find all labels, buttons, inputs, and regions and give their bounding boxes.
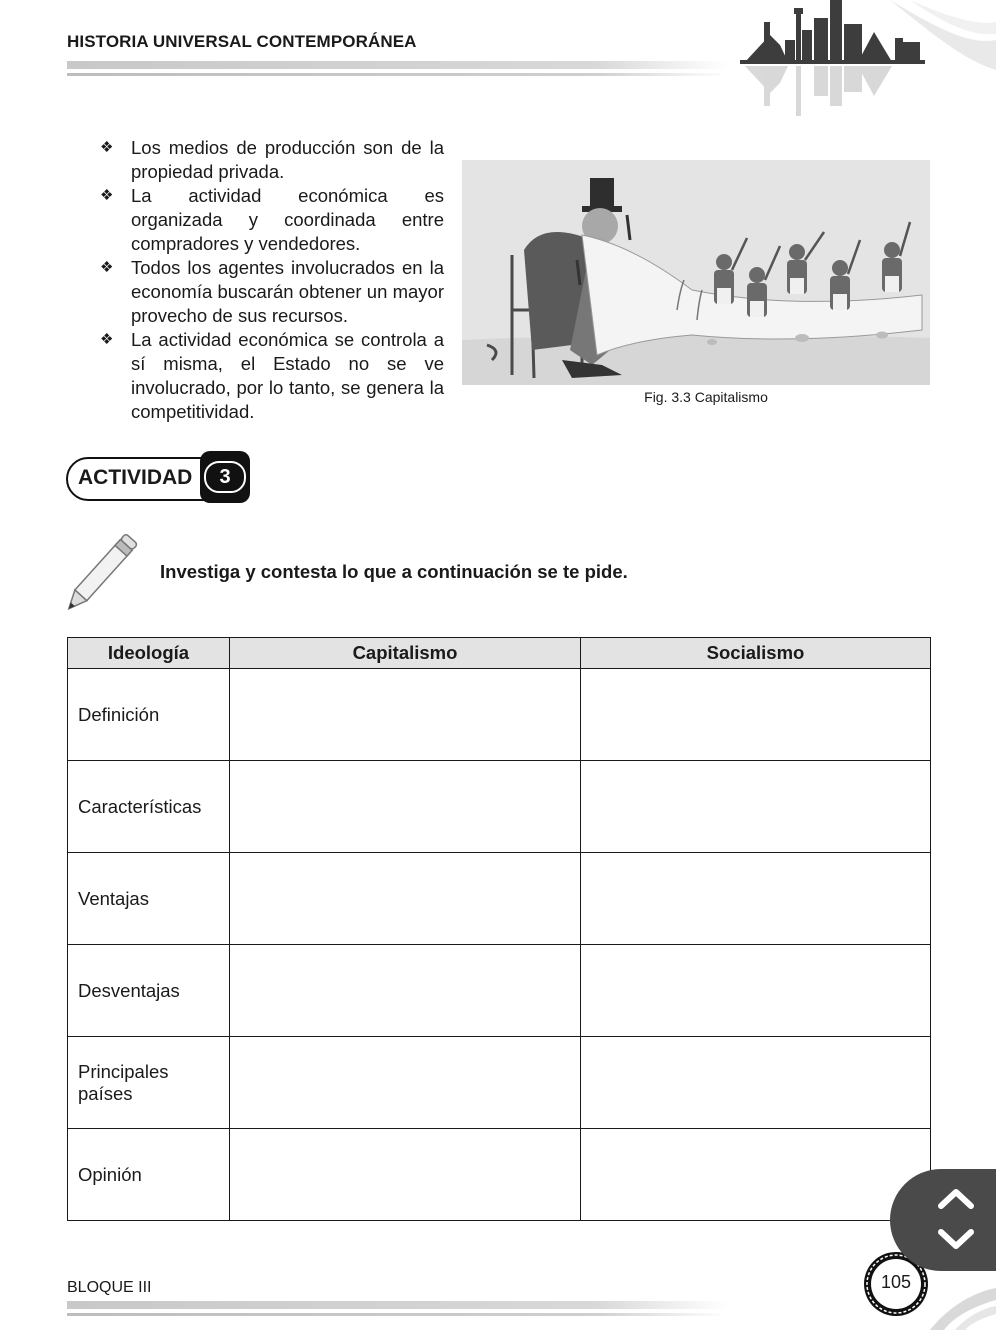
capitalismo-answer-cell[interactable]	[230, 1129, 581, 1221]
row-label-opinion: Opinión	[68, 1129, 230, 1221]
list-item: ❖ La actividad económica es organizada y coordinada entre compradores y vendedores.	[100, 185, 444, 254]
socialismo-answer-cell[interactable]	[581, 669, 931, 761]
table-row	[68, 669, 931, 761]
activity-badge	[66, 455, 252, 503]
activity-number-box	[200, 451, 250, 503]
chevron-up-icon[interactable]	[936, 1184, 976, 1212]
capitalismo-answer-cell[interactable]	[230, 669, 581, 761]
activity-number: 3	[204, 461, 246, 493]
instruction-text: Investiga y contesta lo que a continuación se te pide.	[160, 561, 628, 582]
header-ideologia: Ideología	[68, 638, 230, 669]
list-item: ❖ Todos los agentes involucrados en la economía buscarán obtener un mayor provecho de sus recursos.	[100, 257, 444, 326]
socialismo-answer-cell[interactable]	[581, 853, 931, 945]
row-label-ventajas: Ventajas	[68, 853, 230, 945]
table-row	[68, 945, 931, 1037]
chevron-down-icon[interactable]	[936, 1226, 976, 1254]
footer-rule-thin	[67, 1313, 727, 1316]
page-number: 105	[880, 1272, 912, 1292]
page-header-title: HISTORIA UNIVERSAL CONTEMPORÁNEA	[67, 32, 417, 51]
table-row	[68, 853, 931, 945]
list-item: ❖ Los medios de producción son de la propiedad privada.	[100, 137, 444, 182]
table-row	[68, 1129, 931, 1221]
capitalism-traits-list	[100, 136, 444, 424]
capitalism-cartoon-image	[462, 160, 930, 385]
row-label-definicion: Definición	[68, 669, 230, 761]
table-row	[68, 761, 931, 853]
socialismo-answer-cell[interactable]	[581, 945, 931, 1037]
diamond-bullet-icon: ❖	[100, 139, 114, 156]
capitalismo-answer-cell[interactable]	[230, 853, 581, 945]
header-socialismo: Socialismo	[581, 638, 931, 669]
ideology-comparison-table	[67, 637, 931, 1221]
footer-rule	[67, 1301, 727, 1309]
figure-caption: Fig. 3.3 Capitalismo	[644, 389, 768, 405]
city-skyline-decoration	[740, 0, 996, 120]
row-label-principales-paises: Principales países	[68, 1037, 230, 1129]
table-row	[68, 1037, 931, 1129]
header-rule-thin	[67, 73, 727, 76]
socialismo-answer-cell[interactable]	[581, 1037, 931, 1129]
socialismo-answer-cell[interactable]	[581, 1129, 931, 1221]
socialismo-answer-cell[interactable]	[581, 761, 931, 853]
header-rule	[67, 61, 727, 69]
diamond-bullet-icon: ❖	[100, 331, 114, 348]
table-header-row	[68, 638, 931, 669]
diamond-bullet-icon: ❖	[100, 259, 114, 276]
footer-block-label: BLOQUE III	[67, 1279, 152, 1296]
header-capitalismo: Capitalismo	[230, 638, 581, 669]
row-label-desventajas: Desventajas	[68, 945, 230, 1037]
capitalism-illustration	[462, 160, 930, 385]
activity-label: ACTIVIDAD	[78, 466, 193, 489]
capitalismo-answer-cell[interactable]	[230, 761, 581, 853]
list-item: ❖ La actividad económica se controla a sí misma, el Estado no se ve involucrado, por lo tanto, se genera la competitividad.	[100, 329, 444, 422]
pencil-icon	[60, 525, 150, 615]
diamond-bullet-icon: ❖	[100, 187, 114, 204]
capitalismo-answer-cell[interactable]	[230, 945, 581, 1037]
row-label-caracteristicas: Características	[68, 761, 230, 853]
capitalismo-answer-cell[interactable]	[230, 1037, 581, 1129]
